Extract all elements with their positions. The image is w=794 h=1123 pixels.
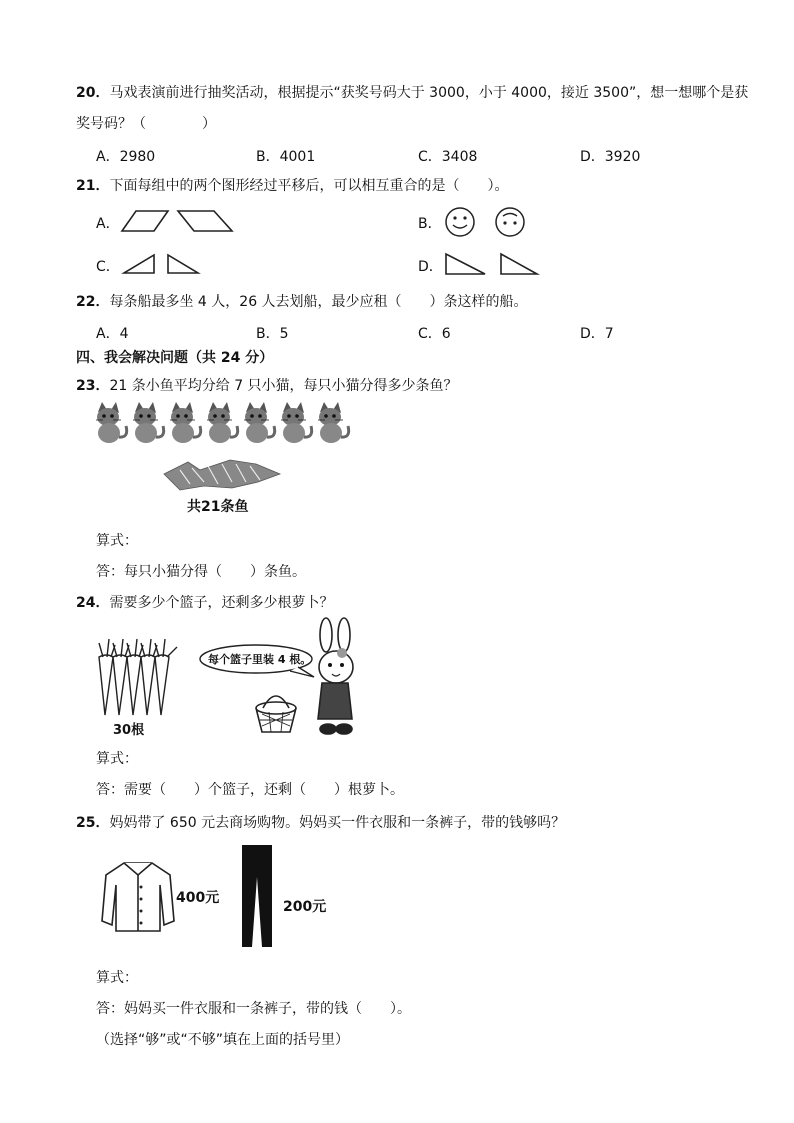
basket-icon: [253, 688, 299, 736]
option-b[interactable]: B．5: [256, 326, 289, 342]
option-b[interactable]: B．4001: [256, 149, 316, 165]
section-title: 四、我会解决问题（共 24 分）: [76, 350, 274, 366]
triangle-pair-figure-d: [443, 251, 541, 277]
smiley-face-pair-figure: [444, 206, 530, 238]
parallelogram-pair-figure: [120, 207, 235, 233]
option-d[interactable]: D．: [418, 259, 443, 275]
formula-label: 算式：: [96, 751, 138, 767]
question-20-line2: 奖号码？（ ）: [76, 116, 216, 132]
carrots-illustration: [95, 637, 185, 719]
option-d[interactable]: D．7: [580, 326, 614, 342]
question-number: 23．: [76, 378, 110, 394]
question-20: [76, 82, 748, 102]
pants-price-label: 200元: [283, 899, 327, 915]
option-c[interactable]: C．6: [418, 326, 451, 342]
question-23: [76, 375, 458, 395]
option-c[interactable]: C．: [96, 259, 120, 275]
answer-line: 答：妈妈买一件衣服和一条裤子，带的钱（ ）。: [96, 1001, 411, 1017]
option-a[interactable]: A．4: [96, 326, 129, 342]
question-text: 马戏表演前进行抽奖活动，根据提示“获奖号码大于 3000，小于 4000，接近 3500”，想一想哪个是获: [109, 85, 749, 101]
question-text: 需要多少个篮子，还剩多少根萝卜？: [109, 595, 334, 611]
question-24: [76, 592, 333, 612]
shirt-illustration: [100, 859, 176, 933]
question-25: [76, 812, 565, 832]
question-number: 22．: [76, 294, 110, 310]
option-a[interactable]: A．: [96, 216, 120, 232]
question-22: [76, 291, 528, 311]
fish-pile-illustration: [160, 452, 285, 494]
option-c[interactable]: C．3408: [418, 149, 478, 165]
question-text: 下面每组中的两个图形经过平移后，可以相互重合的是（ ）。: [109, 178, 509, 194]
speech-bubble-text: 每个篮子里装 4 根。: [208, 653, 312, 666]
question-number: 25．: [76, 815, 110, 831]
shirt-price-label: 400元: [176, 890, 220, 906]
question-number: 20．: [76, 85, 110, 101]
formula-label: 算式：: [96, 533, 138, 549]
question-text: 妈妈带了 650 元去商场购物。妈妈买一件衣服和一条裤子，带的钱够吗？: [109, 815, 566, 831]
question-21: [76, 175, 508, 195]
question-text: 21 条小鱼平均分给 7 只小猫，每只小猫分得多少条鱼？: [109, 378, 458, 394]
question-number: 24．: [76, 595, 110, 611]
option-a[interactable]: A．2980: [96, 149, 156, 165]
pants-illustration: [239, 843, 275, 953]
formula-label: 算式：: [96, 970, 138, 986]
option-d[interactable]: D．3920: [580, 149, 641, 165]
question-number: 21．: [76, 178, 110, 194]
carrot-count-label: 30根: [113, 723, 145, 738]
triangle-pair-figure-c: [122, 252, 202, 276]
answer-line: 答：每只小猫分得（ ）条鱼。: [96, 564, 306, 580]
option-b[interactable]: B．: [418, 216, 442, 232]
fish-total-caption: 共21条鱼: [187, 499, 249, 515]
seven-cats-illustration: [94, 402, 356, 446]
hint-note: （选择“够”或“不够”填在上面的括号里）: [96, 1032, 350, 1048]
question-text: 每条船最多坐 4 人，26 人去划船，最少应租（ ）条这样的船。: [109, 294, 528, 310]
rabbit-illustration: [312, 617, 362, 739]
answer-line: 答：需要（ ）个篮子，还剩（ ）根萝卜。: [96, 782, 404, 798]
